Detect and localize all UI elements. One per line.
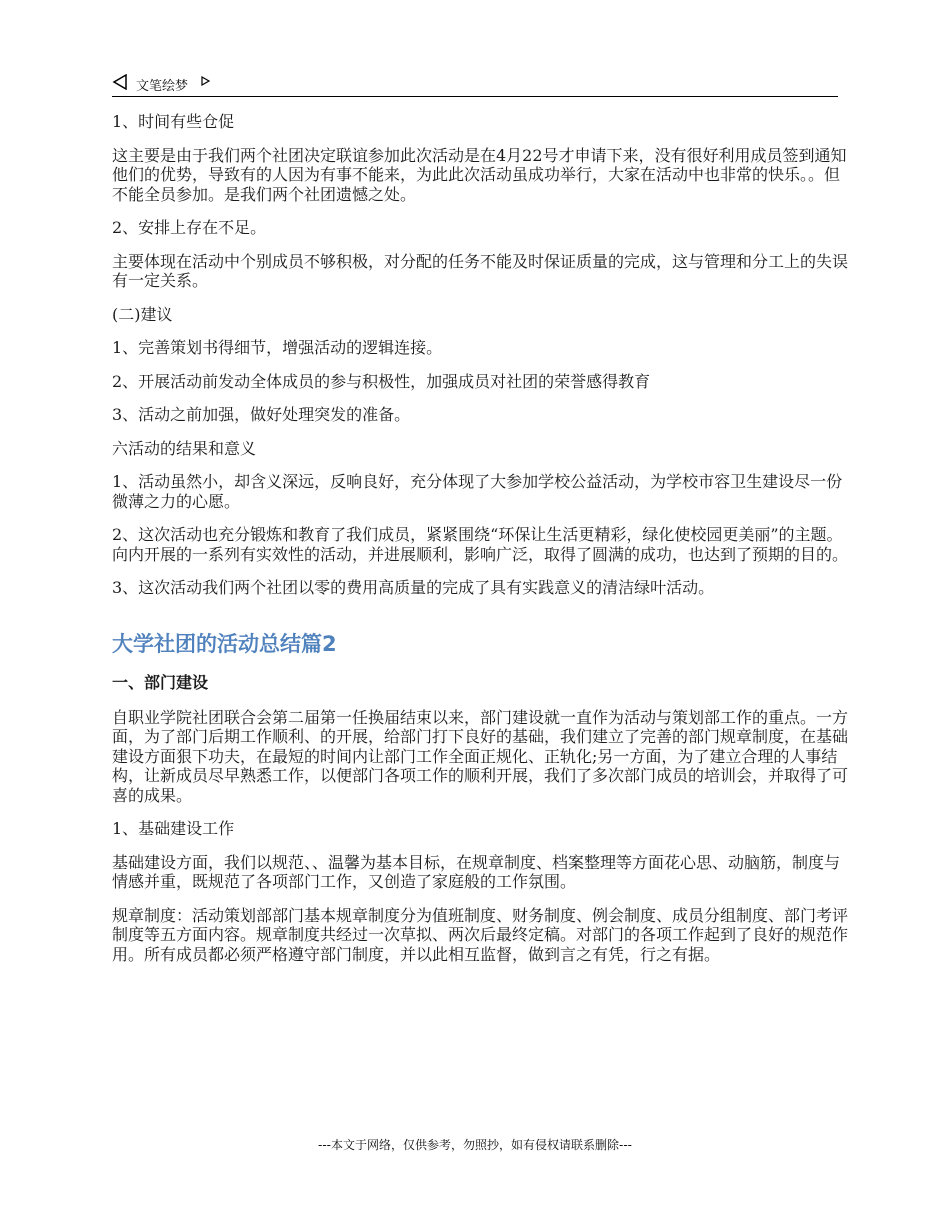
header-brand: 文笔绘梦 xyxy=(136,79,189,94)
section2-paragraph-3: 规章制度：活动策划部部门基本规章制度分为值班制度、财务制度、例会制度、成员分组制度、部门考评制度等五方面内容。规章制度共经过一次草拟、两次后最终定稿。对部门的各项工作起到了良好的规范作用。所有成员都必须严格遵守部门制度，并以此相互监督，做到言之有凭，行之有据。 xyxy=(112,905,849,964)
section1-paragraph-2: 这主要是由于我们两个社团决定联谊参加此次活动是在4月22号才申请下来，没有很好利用成员签到通知他们的优势，导致有的人因为有事不能来，为此此次活动虽成功举行，大家在活动中也非常的快乐。。但不能全员参加。是我们两个社团遗憾之处。 xyxy=(112,145,847,204)
section1-result-1: 1、活动虽然小，却含义深远，反响良好，充分体现了大参加学校公益活动，为学校市容卫生建设尽一份微薄之力的心愿。 xyxy=(112,472,843,511)
section1-paragraph-4: 主要体现在活动中个别成员不够积极，对分配的任务不能及时保证质量的完成，这与管理和分工上的失误有一定关系。 xyxy=(112,251,849,290)
section1-suggestion-3: 3、活动之前加强，做好处理突发的准备。 xyxy=(112,405,411,424)
document-body xyxy=(112,112,848,978)
forward-triangle-icon[interactable] xyxy=(200,75,210,87)
section1-item-3: 2、安排上存在不足。 xyxy=(112,218,267,237)
section1-heading-suggestions: (二)建议 xyxy=(112,304,173,324)
section2-paragraph-1: 自职业学院社团联合会第二届第一任换届结束以来，部门建设就一直作为活动与策划部工作的重点。一方面，为了部门后期工作顺利、的开展，给部门打下良好的基础，我们建立了完善的部门规章制度，在基础建设方面狠下功夫，在最短的时间内让部门工作全面正规化、正轨化;另一方面，为了建立合理的人事结构，让新成员尽早熟悉工作，以便部门各项工作的顺利开展，我们了多次部门成员的培训会，并取得了可喜的成果。 xyxy=(112,707,849,805)
back-triangle-icon[interactable] xyxy=(112,74,128,90)
section2-paragraph-2: 基础建设方面，我们以规范、、温馨为基本目标，在规章制度、档案整理等方面花心思、动脑筋，制度与情感并重，既规范了各项部门工作，又创造了家庭般的工作氛围。 xyxy=(112,852,841,891)
section1-heading-results: 六活动的结果和意义 xyxy=(112,438,257,458)
page-header xyxy=(112,72,838,97)
section1-suggestion-2: 2、开展活动前发动全体成员的参与积极性，加强成员对社团的荣誉感得教育 xyxy=(112,371,651,391)
section1-result-2: 2、这次活动也充分锻炼和教育了我们成员，紧紧围绕“环保让生活更精彩，绿化使校园更美丽”的主题。向内开展的一系列有实效性的活动，并进展顺利，影响广泛，取得了圆满的成功，也达到了预期的目的。 xyxy=(112,525,849,564)
section1-item-1: 1、时间有些仓促 xyxy=(112,112,235,131)
section2-item-heading: 1、基础建设工作 xyxy=(112,819,235,838)
section2-subhead: 一、部门建设 xyxy=(112,672,209,692)
section1-result-3: 3、这次活动我们两个社团以零的费用高质量的完成了具有实践意义的清洁绿叶活动。 xyxy=(112,578,715,597)
section2-title: 大学社团的活动总结篇2 xyxy=(112,631,337,656)
page-footer: ---本文于网络，仅供参考，勿照抄，如有侵权请联系删除--- xyxy=(318,1138,632,1152)
section1-suggestion-1: 1、完善策划书得细节，增强活动的逻辑连接。 xyxy=(112,338,443,357)
